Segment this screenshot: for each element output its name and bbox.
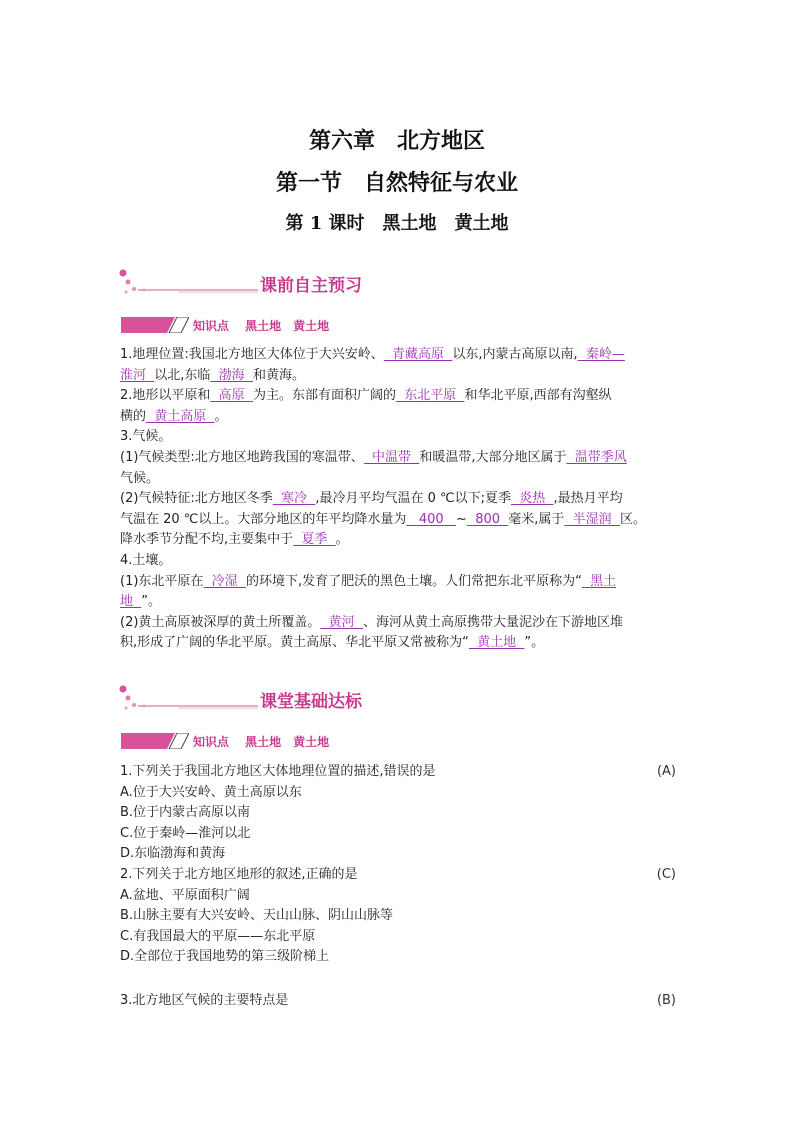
text: 1.地理位置:我国北方地区大体位于大兴安岭、: [120, 347, 384, 362]
answer-blank: 黑土: [581, 573, 617, 589]
answer-blank: 东北平原: [395, 388, 465, 404]
text: 、海河从黄土高原携带大量泥沙在下游地区堆: [362, 614, 623, 630]
answer-blank: 中温带: [363, 449, 420, 465]
text: 积,形成了广阔的华北平原。黄土高原、华北平原又常被称为“: [120, 635, 469, 651]
classwork-section-header: [118, 684, 418, 714]
question-2: [120, 865, 680, 886]
classwork-tag-text: 知识点 黑土地 黄土地: [193, 735, 330, 749]
text: (2)气候特征:北方地区冬季: [120, 491, 273, 507]
option: B.位于内蒙古高原以南: [120, 805, 251, 821]
text: ,最热月平均: [553, 491, 623, 507]
text: 横的: [120, 408, 147, 424]
answer-blank: 400: [406, 511, 457, 527]
text: 以东,内蒙古高原以南,: [452, 347, 578, 362]
answer-blank: 黄土地: [468, 635, 525, 651]
text: (1)气候类型:北方地区地跨我国的寒温带、: [120, 449, 364, 465]
text: ”。: [141, 594, 162, 610]
answer-blank: 半湿润: [564, 511, 620, 527]
text: 和黄海。: [252, 367, 305, 383]
chapter-title: 第六章 北方地区: [308, 128, 485, 154]
question-3: [120, 991, 680, 1012]
question-stem: 1.下列关于我国北方地区大体地理位置的描述,错误的是: [120, 764, 436, 779]
classwork-section-label: 课堂基础达标: [260, 692, 362, 712]
answer-blank: 寒冷: [272, 491, 316, 507]
answer-blank: 地: [120, 594, 142, 610]
option: A.位于大兴安岭、黄土高原以东: [120, 784, 302, 800]
section-title: 第一节 自然特征与农业: [275, 170, 518, 196]
question-3-block: [120, 991, 680, 1012]
answer-blank: 夏季: [293, 532, 336, 548]
dots-line-icon: [118, 684, 268, 714]
answer-blank: 炎热: [510, 491, 554, 507]
text: 和暖温带,大部分地区属于: [419, 449, 567, 465]
text: (1)东北平原在: [120, 573, 204, 589]
option: C.有我国最大的平原——东北平原: [120, 928, 316, 944]
text: 为主。东部有面积广阔的: [252, 388, 396, 404]
answer-blank: 渤海: [210, 367, 253, 383]
lesson-title: 第 1 课时 黑土地 黄土地: [285, 213, 509, 234]
text: ”。: [524, 635, 545, 651]
questions-block: [120, 762, 680, 968]
text: 2.地形以平原和: [120, 388, 211, 404]
dots-line-icon: [118, 268, 268, 298]
answer-blank: 冷湿: [203, 573, 246, 589]
option: B.山脉主要有大兴安岭、天山山脉、阴山山脉等: [120, 908, 394, 924]
text: ~: [456, 511, 467, 527]
answer-blank: 淮河: [120, 367, 155, 383]
question-answer: (B): [656, 993, 676, 1008]
answer-blank: 高原: [210, 388, 253, 404]
text: (2)黄土高原被深厚的黄土所覆盖。: [120, 614, 321, 630]
preview-tag-text: 知识点 黑土地 黄土地: [193, 319, 330, 333]
text: 降水季节分配不均,主要集中于: [120, 532, 294, 548]
tag-bar-icon: [121, 317, 189, 333]
question-stem: 2.下列关于北方地区地形的叙述,正确的是: [120, 866, 358, 882]
answer-blank: 秦岭—: [577, 347, 625, 362]
text: 以北,东临: [154, 367, 211, 383]
option: D.东临渤海和黄海: [120, 846, 226, 862]
text: 3.气候。: [120, 429, 172, 445]
text: 区。: [619, 511, 646, 527]
question-1: [120, 762, 680, 783]
answer-blank: 黄土高原: [146, 408, 215, 424]
text: 和华北平原,西部有沟壑纵: [464, 388, 612, 404]
text: 气候。: [120, 470, 160, 486]
text: 气温在 20 ℃以上。大部分地区的年平均降水量为: [120, 511, 407, 527]
answer-blank: 温带季风: [566, 449, 627, 465]
answer-blank: 800: [466, 511, 509, 527]
text: 。: [214, 408, 228, 424]
option: C.位于秦岭—淮河以北: [120, 825, 251, 841]
question-stem: 3.北方地区气候的主要特点是: [120, 993, 289, 1008]
text: 4.土壤。: [120, 552, 172, 568]
question-answer: (C): [656, 866, 676, 882]
preview-section-label: 课前自主预习: [260, 276, 362, 296]
text: ,最冷月平均气温在 0 ℃以下;夏季: [315, 491, 511, 507]
option: A.盆地、平原面积广阔: [120, 887, 250, 903]
text: 毫米,属于: [508, 511, 565, 527]
tag-bar-icon: [121, 733, 189, 749]
option: D.全部位于我国地势的第三级阶梯上: [120, 949, 330, 965]
answer-blank: 青藏高原: [383, 347, 453, 362]
preview-content: [120, 345, 680, 654]
preview-section-header: [118, 268, 418, 298]
text: 的环境下,发育了肥沃的黑色土壤。人们常把东北平原称为“: [245, 573, 582, 589]
text: 。: [335, 532, 349, 548]
answer-blank: 黄河: [320, 614, 363, 630]
question-answer: (A): [656, 764, 676, 779]
